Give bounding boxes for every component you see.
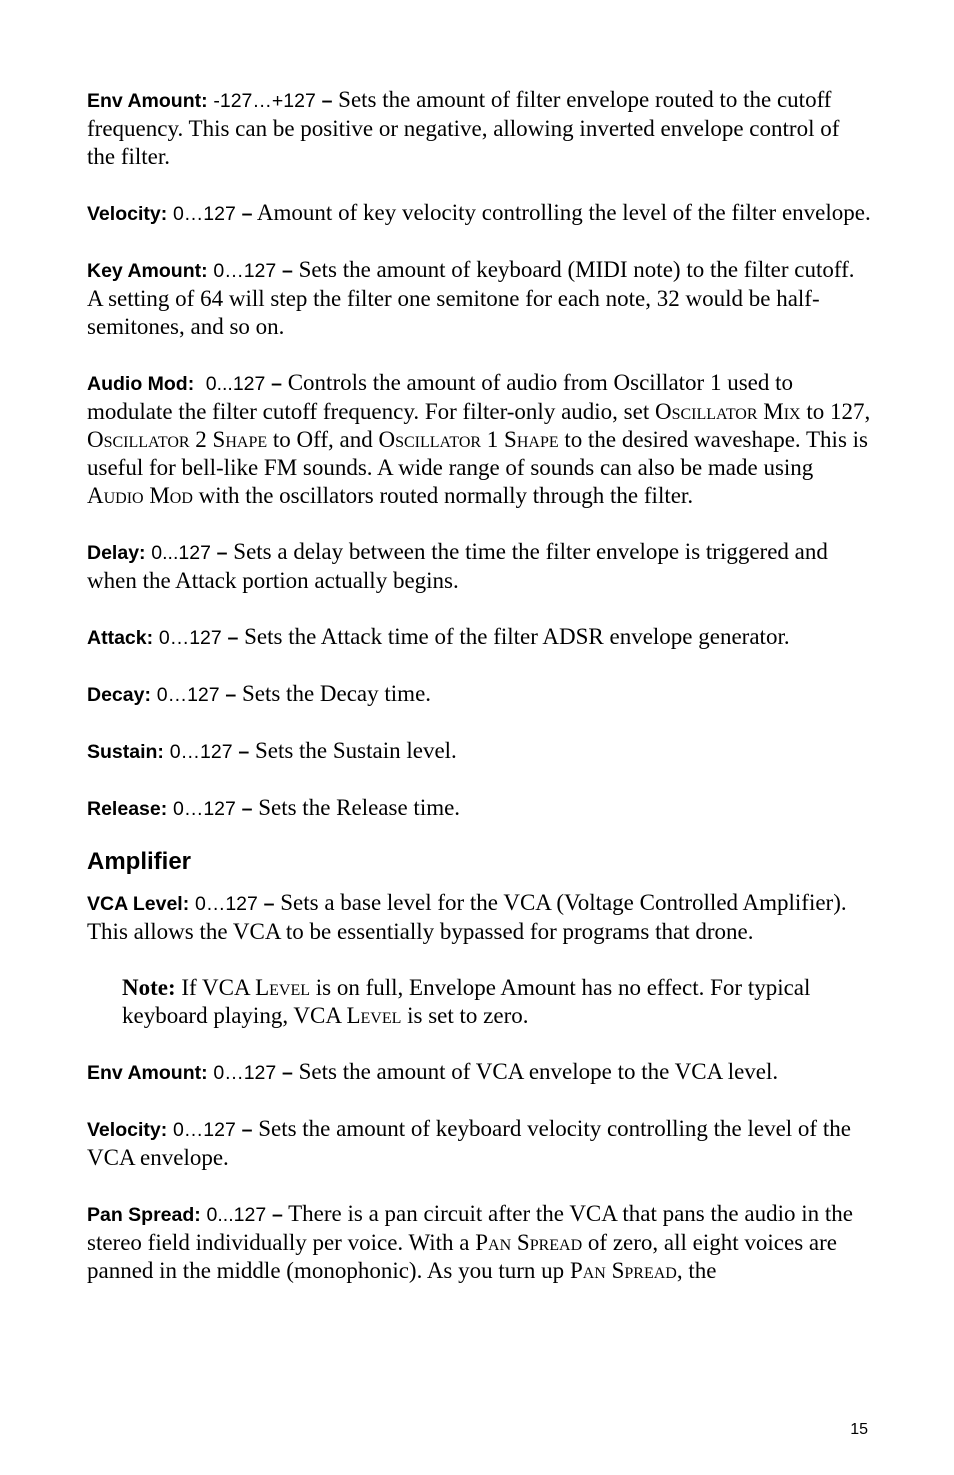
param-range: 0…127 [172,203,236,225]
note-text-part: If VCA [175,975,256,1000]
param-decay [87,680,872,709]
param-range: 0…127 [156,684,220,706]
param-label: VCA Level: [87,893,190,915]
param-dash: – [216,542,228,564]
param-range: 0…127 [158,627,222,649]
param-reference: Oscillator 2 Shape [87,427,268,452]
param-dash: – [227,627,239,649]
param-velocity-vca [87,1115,872,1172]
param-label: Delay: [87,542,146,564]
param-reference: Pan Spread [475,1230,583,1255]
param-range: 0…127 [172,1119,236,1141]
note-text-part: is on full, Envelope Amount has no effect. For typical keyboard playing, VCA [122,975,811,1028]
param-description: Sets the Release time. [252,795,461,820]
param-description: Amount of key velocity controlling the level of the filter envelope. [252,200,871,225]
param-description-part: to 127, [800,399,871,424]
param-label: Sustain: [87,741,164,763]
param-description: Sets a delay between the time the filter envelope is triggered and when the Attack portion actually begins. [87,539,828,593]
param-description-part: with the oscillators routed normally through the filter. [192,483,694,508]
param-reference: Level [255,975,311,1000]
param-dash: – [241,1119,253,1141]
param-dash: – [225,684,237,706]
param-description: Sets a base level for the VCA (Voltage Controlled Amplifier). This allows the VCA to be essentially bypassed for programs that drone. [87,890,847,944]
page-number: 15 [850,1421,868,1438]
param-reference: Oscillator 1 Shape [378,427,559,452]
param-range: 0…127 [172,798,236,820]
param-reference: Audio Mod [87,483,193,508]
param-sustain [87,737,872,766]
param-dash: – [271,373,282,395]
param-range: 0…127 [194,893,258,915]
param-dash: – [321,90,333,112]
param-dash: – [282,1062,293,1084]
param-range: 0…127 [169,741,233,763]
param-range: 0...127 [205,373,266,395]
param-description-part: to the desired waveshape. This is useful for bell-like FM sounds. A wide range of sounds can also be made using [87,427,868,480]
param-label: Env Amount: [87,90,208,112]
param-key-amount [87,256,872,341]
manual-page [87,86,872,1313]
param-dash: – [238,741,250,763]
param-label: Pan Spread: [87,1204,201,1226]
note-block [122,974,872,1030]
param-release [87,794,872,823]
param-delay [87,538,872,595]
param-label: Attack: [87,627,154,649]
param-dash: – [241,798,253,820]
param-velocity-filter [87,199,872,228]
param-reference: Oscillator Mix [654,399,801,424]
param-label: Decay: [87,684,151,706]
param-label: Audio Mod: [87,373,195,395]
param-vca-level [87,889,872,946]
param-label: Release: [87,798,168,820]
param-description-part: There is a pan circuit after the VCA that pans the audio in the stereo field individually per voice. With a [87,1201,853,1255]
param-audio-mod [87,369,872,510]
param-description: Sets the Decay time. [236,681,432,706]
param-description-part: to Off, and [267,427,379,452]
param-env-amount-vca [87,1058,872,1087]
param-description: Sets the amount of keyboard (MIDI note) to the filter cutoff. A setting of 64 will step the filter one semitone for each note, 32 would be half-semitones, and so on. [87,257,855,339]
param-range: 0…127 [213,260,277,282]
param-pan-spread [87,1200,872,1285]
param-description-part: of zero, all eight voices are panned in the middle (monophonic). As you turn up [87,1230,837,1283]
param-description-part: , the [676,1258,717,1283]
param-label: Key Amount: [87,260,208,282]
param-description: Sets the Attack time of the filter ADSR envelope generator. [238,624,790,649]
param-description: Sets the amount of VCA envelope to the VCA level. [292,1059,779,1084]
param-description: Sets the amount of filter envelope routed to the cutoff frequency. This can be positive or negative, allowing inverted envelope control of the filter. [87,87,840,169]
param-label: Velocity: [87,203,168,225]
param-description: Sets the Sustain level. [249,738,457,763]
note-text-part: is set to zero. [401,1003,529,1028]
param-range: 0…127 [213,1062,277,1084]
param-range: 0...127 [151,542,211,564]
param-attack [87,623,872,652]
param-dash: – [263,893,275,915]
param-reference: Level [346,1003,402,1028]
param-label: Velocity: [87,1119,168,1141]
param-range: -127…+127 [213,90,316,112]
param-label: Env Amount: [87,1062,208,1084]
section-heading-amplifier: Amplifier [87,848,192,875]
param-dash: – [241,203,253,225]
param-reference: Pan Spread [569,1258,677,1283]
param-dash: – [271,1204,283,1226]
param-env-amount-filter [87,86,872,171]
param-description-part: Controls the amount of audio from Oscillator 1 used to modulate the filter cutoff frequency. For filter-only audio, set [87,370,793,424]
param-dash: – [282,260,293,282]
param-range: 0...127 [206,1204,267,1226]
param-description: Sets the amount of keyboard velocity controlling the level of the VCA envelope. [87,1116,851,1170]
note-label: Note: [122,975,176,1000]
